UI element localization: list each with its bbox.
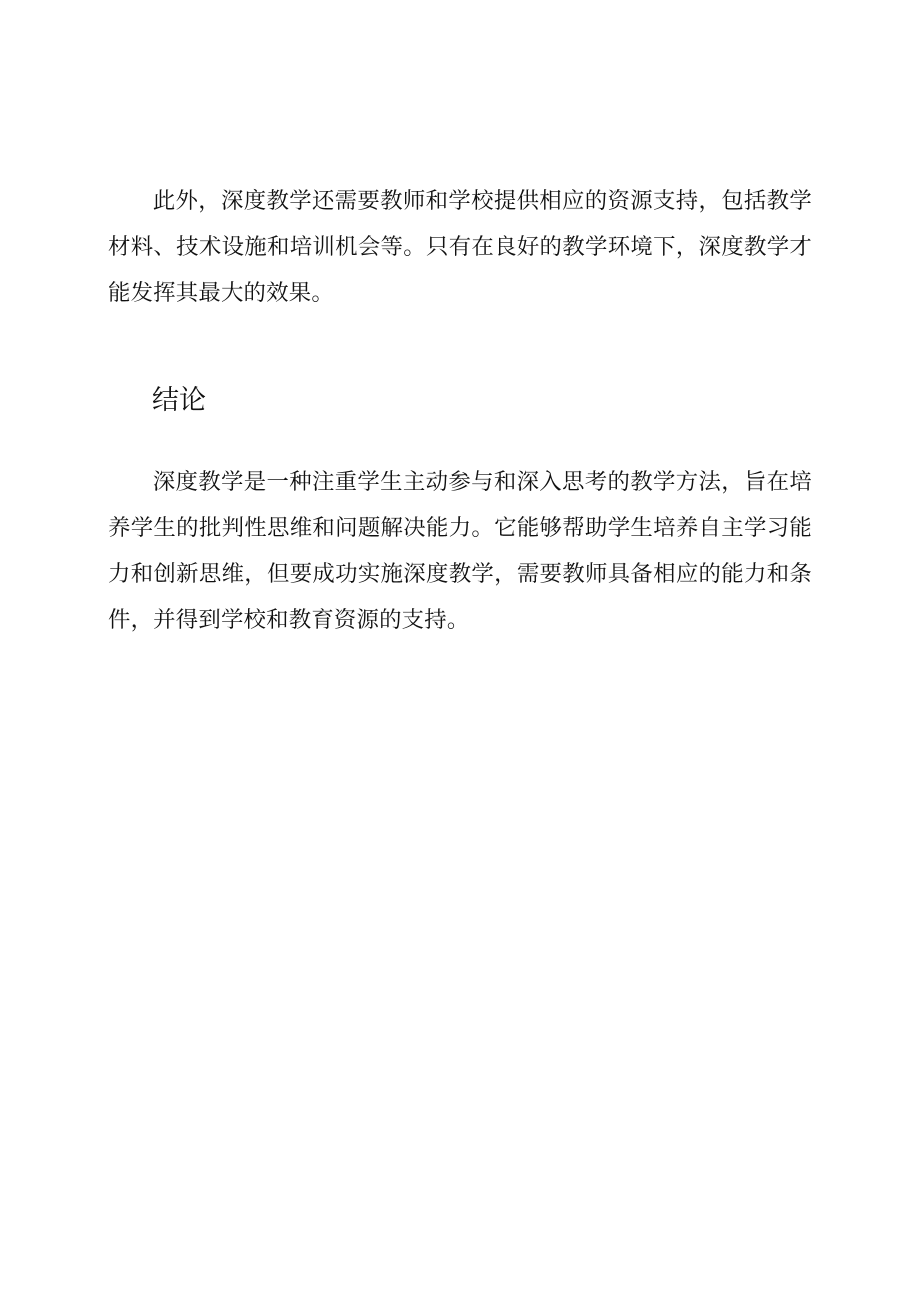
conclusion-paragraph: 深度教学是一种注重学生主动参与和深入思考的教学方法，旨在培养学生的批判性思维和问题解决能力。它能够帮助学生培养自主学习能力和创新思维，但要成功实施深度教学，需要教师具备相应的能力和条件，并得到学校和教育资源的支持。 xyxy=(108,469,812,633)
section-heading: 结论 xyxy=(152,385,206,416)
document-page xyxy=(108,178,812,643)
body-paragraph: 此外，深度教学还需要教师和学校提供相应的资源支持，包括教学材料、技术设施和培训机会等。只有在良好的教学环境下，深度教学才能发挥其最大的效果。 xyxy=(108,188,812,306)
